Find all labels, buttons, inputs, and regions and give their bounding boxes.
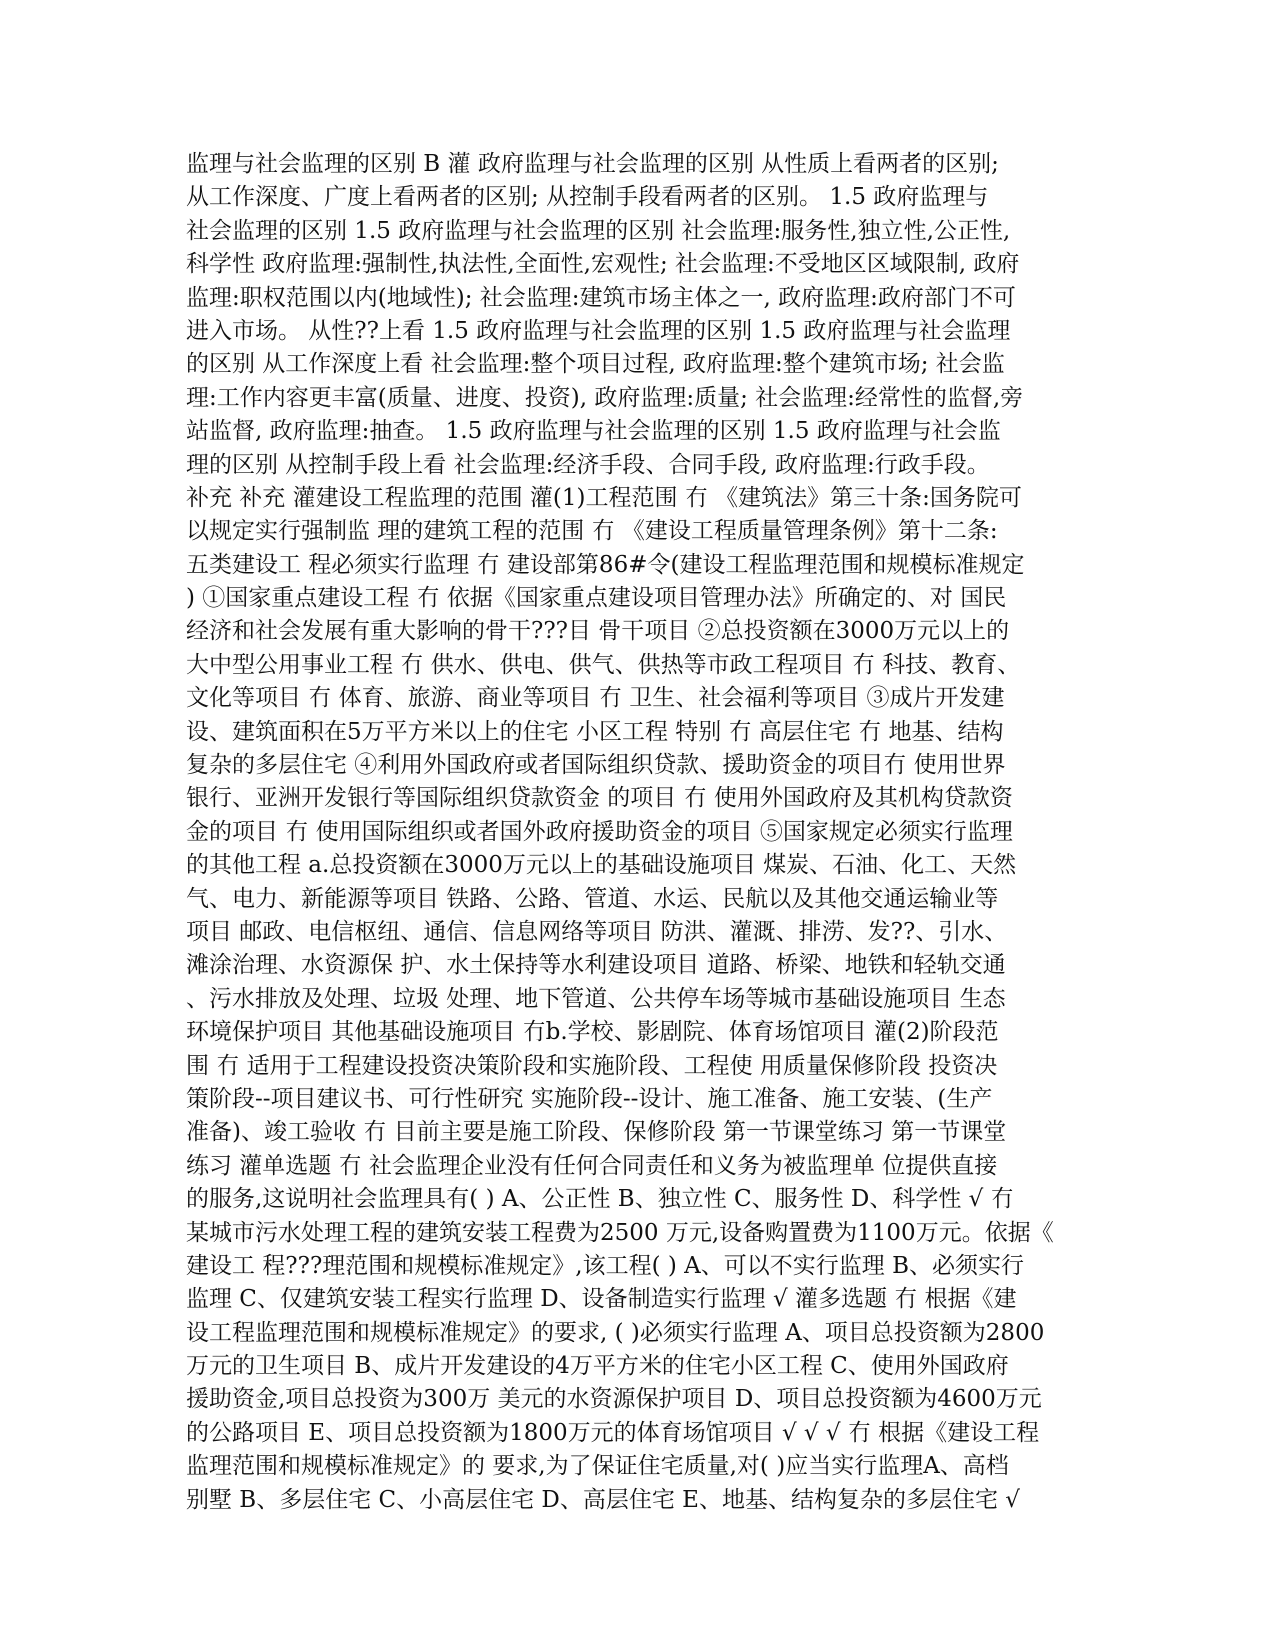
text-line: 气、电力、新能源等项目 铁路、公路、管道、水运、民航以及其他交通运输业等 — [186, 885, 999, 912]
text-line: 金的项目 冇 使用国际组织或者国外政府援助资金的项目 ⑤国家规定必须实行监理 — [186, 818, 1013, 845]
text-line: 站监督, 政府监理:抽查。 1.5 政府监理与社会监理的区别 1.5 政府监理与社会监 — [186, 418, 1001, 445]
text-line: 准备)、竣工验收 冇 目前主要是施工阶段、保修阶段 第一节课堂练习 第一节课堂 — [186, 1119, 1007, 1146]
text-line: 科学性 政府监理:强制性,执法性,全面性,宏观性; 社会监理:不受地区区域限制, 政府 — [186, 251, 1020, 278]
text-line: 社会监理的区别 1.5 政府监理与社会监理的区别 社会监理:服务性,独立性,公正性, — [186, 217, 1011, 244]
text-line: 五类建设工 程必须实行监理 冇 建设部第86#令(建设工程监理范围和规模标准规定 — [186, 551, 1025, 578]
text-line: 监理 C、仅建筑安装工程实行监理 D、设备制造实行监理 √ 灌多选题 冇 根据《建 — [186, 1286, 1017, 1313]
text-line: 理:工作内容更丰富(质量、进度、投资), 政府监理:质量; 社会监理:经常性的监督,旁 — [186, 384, 1024, 411]
text-line: 大中型公用事业工程 冇 供水、供电、供气、供热等市政工程项目 冇 科技、教育、 — [186, 651, 1021, 678]
text-line: 环境保护项目 其他基础设施项目 冇b.学校、影剧院、体育场馆项目 灌(2)阶段范 — [186, 1019, 999, 1046]
text-line: 的公路项目 E、项目总投资额为1800万元的体育场馆项目 √ √ √ 冇 根据《建设工程 — [186, 1419, 1040, 1446]
text-line: 某城市污水处理工程的建筑安装工程费为2500 万元,设备购置费为1100万元。依据《 — [186, 1219, 1054, 1246]
text-line: 监理范围和规模标准规定》的 要求,为了保证住宅质量,对( )应当实行监理A、高档 — [186, 1453, 1009, 1480]
text-line: 别墅 B、多层住宅 C、小高层住宅 D、高层住宅 E、地基、结构复杂的多层住宅 √ — [186, 1486, 1020, 1513]
text-line: 策阶段--项目建议书、可行性研究 实施阶段--设计、施工准备、施工安装、(生产 — [186, 1085, 993, 1112]
text-line: 复杂的多层住宅 ④利用外国政府或者国际组织贷款、援助资金的项目冇 使用世界 — [186, 752, 1006, 779]
text-line: 设、建筑面积在5万平方米以上的住宅 小区工程 特别 冇 高层住宅 冇 地基、结构 — [186, 718, 1004, 745]
text-line: 项目 邮政、电信枢纽、通信、信息网络等项目 防洪、灌溉、排涝、发??、引水、 — [186, 918, 1008, 945]
text-line: 理的区别 从控制手段上看 社会监理:经济手段、合同手段, 政府监理:行政手段。 — [186, 451, 990, 478]
text-line: ) ①国家重点建设工程 冇 依据《国家重点建设项目管理办法》所确定的、对 国民 — [186, 585, 1007, 612]
text-line: 银行、亚洲开发银行等国际组织贷款资金 的项目 冇 使用外国政府及其机构贷款资 — [186, 785, 1013, 812]
text-line: 以规定实行强制监 理的建筑工程的范围 冇 《建设工程质量管理条例》第十二条: — [186, 518, 998, 545]
text-line: 补充 补充 灌建设工程监理的范围 灌(1)工程范围 冇 《建筑法》第三十条:国务院可 — [186, 484, 1022, 511]
body-text — [186, 148, 1086, 1517]
text-line: 监理:职权范围以内(地域性); 社会监理:建筑市场主体之一, 政府监理:政府部门不可 — [186, 284, 1016, 311]
text-line: 经济和社会发展有重大影响的骨干???目 骨干项目 ②总投资额在3000万元以上的 — [186, 618, 1010, 645]
text-line: 万元的卫生项目 B、成片开发建设的4万平方米的住宅小区工程 C、使用外国政府 — [186, 1353, 1009, 1380]
text-line: 练习 灌单选题 冇 社会监理企业没有任何合同责任和义务为被监理单 位提供直接 — [186, 1152, 998, 1179]
text-line: 文化等项目 冇 体育、旅游、商业等项目 冇 卫生、社会福利等项目 ③成片开发建 — [186, 685, 1005, 712]
text-line: 从工作深度、广度上看两者的区别; 从控制手段看两者的区别。 1.5 政府监理与 — [186, 184, 989, 211]
text-line: 的区别 从工作深度上看 社会监理:整个项目过程, 政府监理:整个建筑市场; 社会监 — [186, 351, 1005, 378]
text-line: 进入市场。 从性??上看 1.5 政府监理与社会监理的区别 1.5 政府监理与社会监理 — [186, 317, 1011, 344]
text-line: 围 冇 适用于工程建设投资决策阶段和实施阶段、工程使 用质量保修阶段 投资决 — [186, 1052, 998, 1079]
text-line: 援助资金,项目总投资为300万 美元的水资源保护项目 D、项目总投资额为4600万元 — [186, 1386, 1042, 1413]
text-line: 设工程监理范围和规模标准规定》的要求, ( )必须实行监理 A、项目总投资额为2800 — [186, 1319, 1045, 1346]
text-line: 监理与社会监理的区别 B 灌 政府监理与社会监理的区别 从性质上看两者的区别; — [186, 151, 999, 177]
text-line: 滩涂治理、水资源保 护、水土保持等水利建设项目 道路、桥梁、地铁和轻轨交通 — [186, 952, 1006, 979]
text-line: 建设工 程???理范围和规模标准规定》,该工程( ) A、可以不实行监理 B、必须实行 — [186, 1252, 1025, 1279]
text-line: 的服务,这说明社会监理具有( ) A、公正性 B、独立性 C、服务性 D、科学性 √ 冇 — [186, 1186, 1014, 1213]
text-line: 的其他工程 a.总投资额在3000万元以上的基础设施项目 煤炭、石油、化工、天然 — [186, 852, 1017, 879]
text-line: 、污水排放及处理、垃圾 处理、地下管道、公共停车场等城市基础设施项目 生态 — [186, 985, 1006, 1012]
